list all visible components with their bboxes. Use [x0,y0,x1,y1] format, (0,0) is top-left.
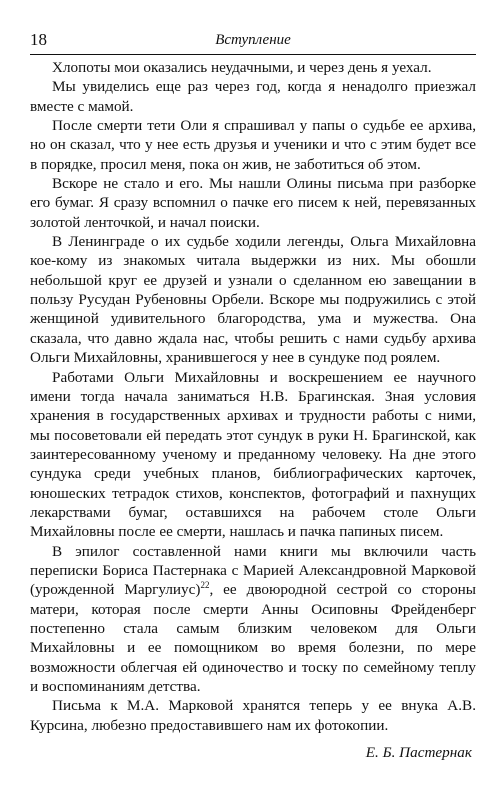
paragraph: Работами Ольги Михайловны и воскрешением ее научного имени тогда начала заниматься Н.В. Брагинская. Зная условия хранения в государственных архивах и трудности работы с ними, мы посоветовали ей передать этот сундук в руки Н. Брагинской, как заинтересованному ученому и преданному человеку. На дне этого сундука среди учебных планов, библиографических карточек, юношеских тетрадок стихов, конспектов, фотографий и пахнущих лекарствами бумаг, оставшихся на рабочем столе Ольги Михайловны после ее смерти, нашлась и пачка папиных писем. [30,368,476,541]
author-signature: Е. Б. Пастернак [365,744,472,761]
footnote-reference[interactable]: 22 [200,580,210,591]
paragraph: Письма к М.А. Марковой хранятся теперь у ее внука А.В. Курсина, любезно предоставившего нам их фотокопии. [30,697,476,734]
paragraph-text: В эпилог составленной нами книги мы включили часть переписки Бориса Пастернака с Марией Александровной Марковой (урожденной Маргулиус) [30,542,476,599]
paragraph: Хлопоты мои оказались неудачными, и через день я уехал. [52,59,432,76]
paragraph: В Ленинграде о их судьбе ходили легенды, Ольга Михайловна кое-кому из знакомых читала выдержки из них. Мы обошли небольшой круг ее друзей и узнали о сделанном ею завещании в пользу Русудан Рубеновны Орбели. Вскоре мы подружились с этой женщиной удивительного благородства, ума и мужества. Она сказала, что давно ждала нас, чтобы решить с нами судьбу архива Ольги Михайловны, хранившегося у нее в сундуке под роялем. [30,233,476,367]
page-number: 18 [30,30,47,49]
paragraph-text: , ее двоюродной сестрой со стороны матери, которая после смерти Анны Осиповны Фрейденберг постепенно стала самым близким человеком для Ольги Михайловны и ее помощником во время болезни, по мере возможности облегчая ей одиночество и тоску по семейному теплу и воспоминаниям детства. [30,581,477,695]
running-title: Вступление [215,32,291,48]
paragraph: Вскоре не стало и его. Мы нашли Олины письма при разборке его бумаг. Я сразу вспомнил о пачке его писем к ней, перевязанных золотой ленточкой, и начал поиски. [30,175,476,231]
paragraph-with-footnote [30,542,476,697]
paragraph: После смерти тети Оли я спрашивал у папы о судьбе ее архива, но он сказал, что у нее есть друзья и ученики и что с этим будет все в порядке, просил меня, пока он жив, не заботиться об этом. [30,117,476,173]
page-body [30,58,476,735]
paragraph: Мы увиделись еще раз через год, когда я ненадолго приезжал вместе с мамой. [30,78,476,115]
page-header [30,30,476,55]
